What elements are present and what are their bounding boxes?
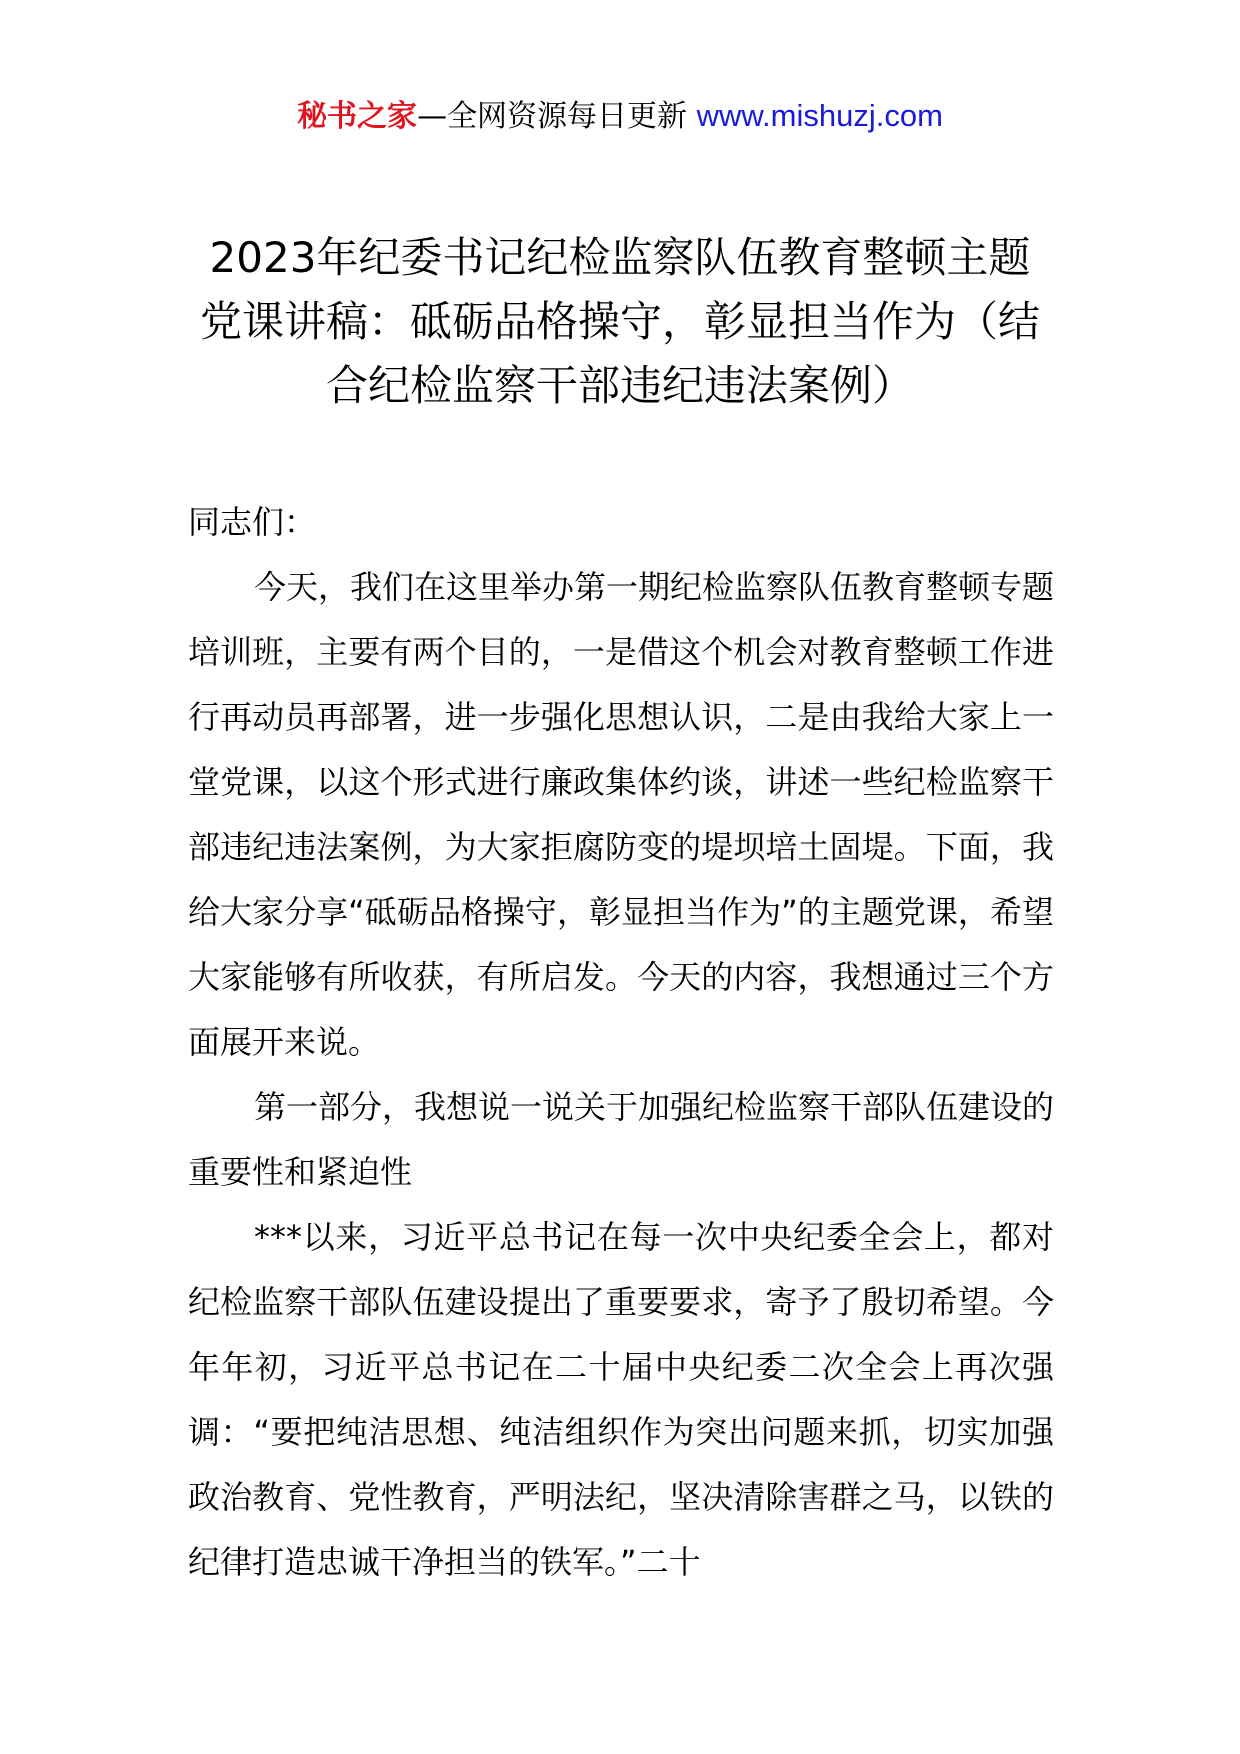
document-title: 2023年纪委书记纪检监察队伍教育整顿主题党课讲稿：砥砺品格操守，彰显担当作为（结合纪检监察干部违纪违法案例） bbox=[199, 233, 1040, 410]
salutation: 同志们： bbox=[188, 503, 317, 541]
site-header bbox=[0, 96, 1240, 137]
body-paragraph: 今天，我们在这里举办第一期纪检监察队伍教育整顿专题培训班，主要有两个目的，一是借这个机会对教育整顿工作进行再动员再部署，进一步强化思想认识，二是由我给大家上一堂党课，以这个形式进行廉政集体约谈，讲述一些纪检监察干部违纪违法案例，为大家拒腐防变的堤坝培土固堤。下面，我给大家分享“砥砺品格操守，彰显担当作为”的主题党课，希望大家能够有所收获，有所启发。今天的内容，我想通过三个方面展开来说。 bbox=[188, 568, 1055, 1061]
site-brand: 秘书之家 bbox=[297, 99, 418, 134]
site-url-link[interactable]: www.mishuzj.com bbox=[696, 98, 943, 133]
section-heading: 第一部分，我想说一说关于加强纪检监察干部队伍建设的重要性和紧迫性 bbox=[188, 1088, 1055, 1191]
document-body bbox=[188, 490, 1054, 1595]
site-tagline: —全网资源每日更新 bbox=[417, 99, 697, 134]
body-paragraph: ***以来，习近平总书记在每一次中央纪委全会上，都对纪检监察干部队伍建设提出了重要要求，寄予了殷切希望。今年年初，习近平总书记在二十届中央纪委二次全会上再次强调：“要把纯洁思想、纯洁组织作为突出问题来抓，切实加强政治教育、党性教育，严明法纪，坚决清除害群之马，以铁的纪律打造忠诚干净担当的铁军。”二十 bbox=[188, 1218, 1054, 1581]
